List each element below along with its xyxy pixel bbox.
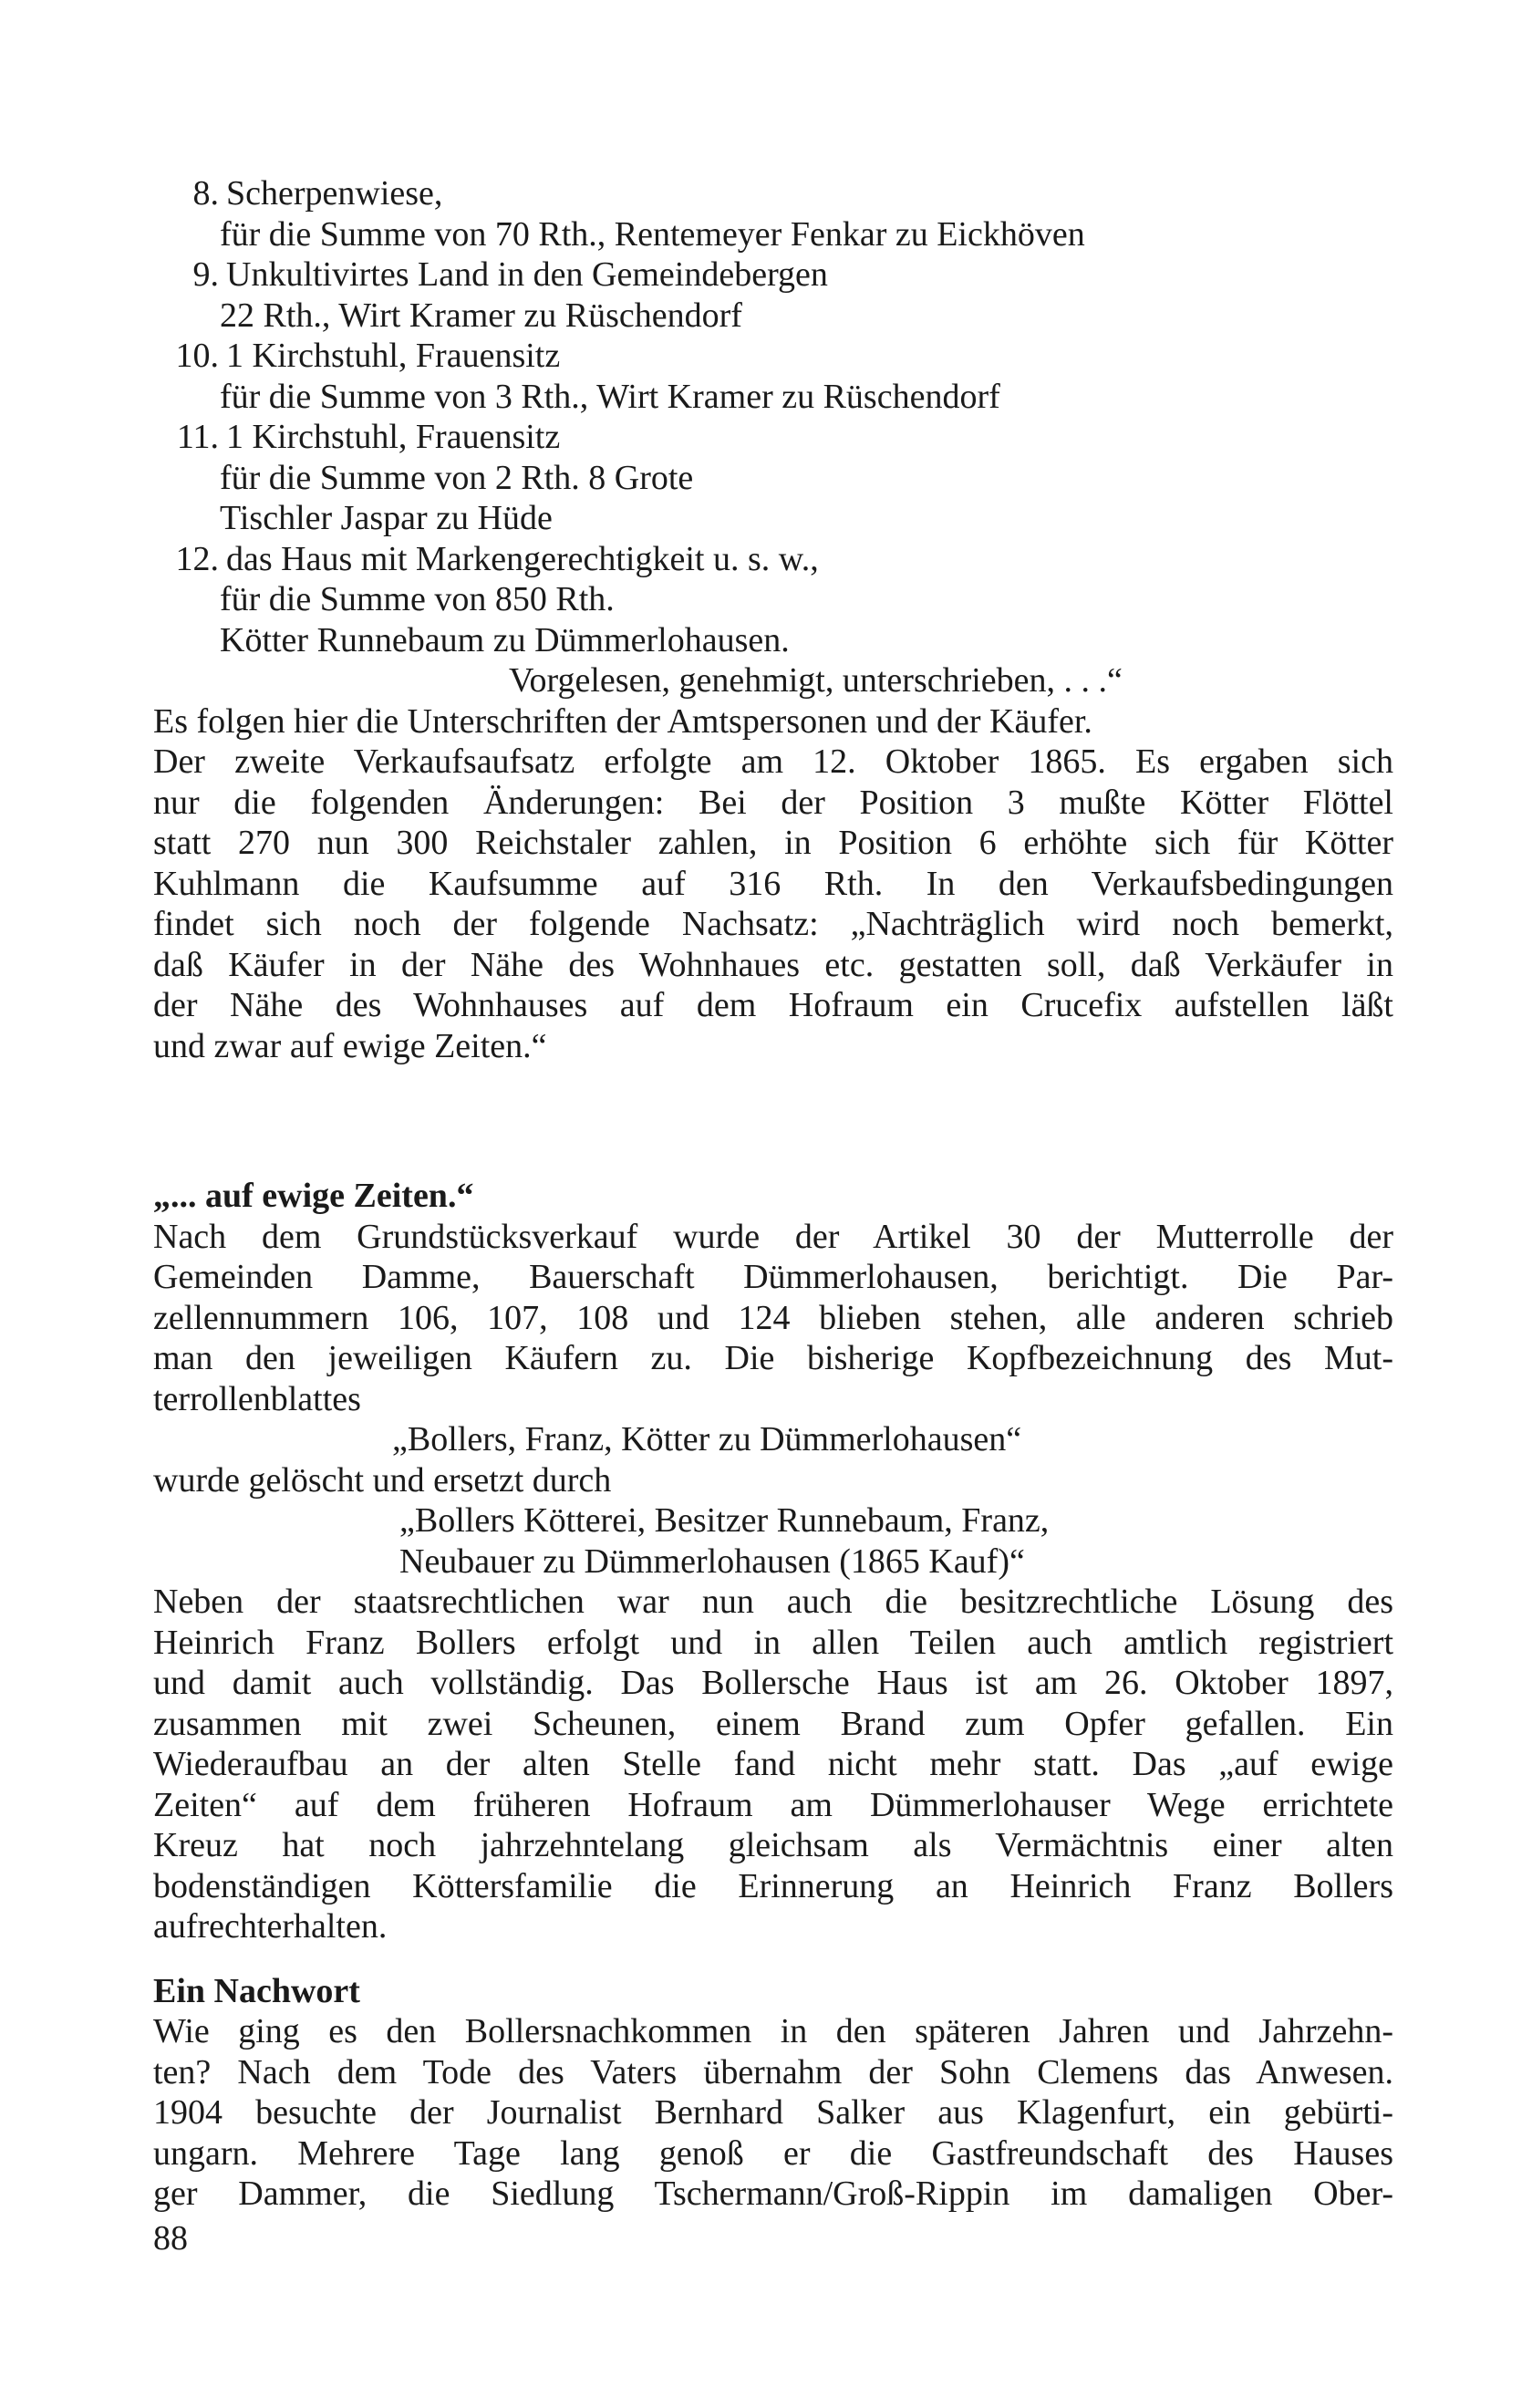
paragraph-line: ungarn. Mehrere Tage lang genoß er die Gastfreundschaft des Hauses <box>153 2133 1393 2173</box>
section-heading: Ein Nachwort <box>153 1971 360 2010</box>
list-line: für die Summe von 3 Rth., Wirt Kramer zu Rüschendorf <box>220 377 1000 416</box>
paragraph-line: 1904 besuchte der Journalist Bernhard Salker aus Klagenfurt, ein gebürti- <box>153 2093 1393 2132</box>
paragraph-line: Heinrich Franz Bollers erfolgt und in allen Teilen auch amtlich registriert <box>153 1623 1393 1662</box>
list-item <box>153 254 1393 336</box>
paragraph-line: ten? Nach dem Tode des Vaters übernahm der Sohn Clemens das Anwesen. <box>153 2052 1393 2091</box>
paragraph-line: der Nähe des Wohnhauses auf dem Hofraum ein Crucefix aufstellen läßt <box>153 986 1393 1024</box>
list-line: 22 Rth., Wirt Kramer zu Rüschendorf <box>220 296 742 335</box>
paragraph <box>153 1217 1393 1420</box>
paragraph-line: zusammen mit zwei Scheunen, einem Brand zum Opfer gefallen. Ein <box>153 1704 1393 1743</box>
paragraph-line: Es folgen hier die Unterschriften der Amtspersonen und der Käufer. <box>153 701 1092 741</box>
list-line: für die Summe von 70 Rth., Rentemeyer Fenkar zu Eickhöven <box>220 214 1085 254</box>
paragraph-line: Zeiten“ auf dem früheren Hofraum am Dümmerlohauser Wege errichtete <box>153 1785 1393 1824</box>
quoted-heading-new: „Bollers Kötterei, Besitzer Runnebaum, Franz, <box>399 1501 1050 1540</box>
list-number: 12. <box>175 539 219 578</box>
list-item <box>153 417 1393 539</box>
list-line: Tischler Jaspar zu Hüde <box>220 499 553 537</box>
paragraph-line: wurde gelöscht und ersetzt durch <box>153 1460 612 1500</box>
paragraph-line: Der zweite Verkaufsaufsatz erfolgte am 12. Oktober 1865. Es ergaben sich <box>153 742 1393 781</box>
paragraph-line: bodenständigen Köttersfamilie die Erinnerung an Heinrich Franz Bollers <box>153 1866 1393 1905</box>
list-number: 8. <box>192 174 219 213</box>
closing-quote: Vorgelesen, genehmigt, unterschrieben, . . .“ <box>509 661 1123 700</box>
quoted-heading-old: „Bollers, Franz, Kötter zu Dümmerlohausen“ <box>392 1420 1022 1458</box>
paragraph-line: Neben der staatsrechtlichen war nun auch die besitzrechtliche Lösung des <box>153 1583 1393 1621</box>
paragraph <box>153 701 1393 1067</box>
list-item <box>153 539 1393 661</box>
paragraph-line: terrollenblattes <box>153 1379 361 1418</box>
list-line: für die Summe von 2 Rth. 8 Grote <box>220 458 694 497</box>
paragraph-line: Wie ging es den Bollersnachkommen in den späteren Jahren und Jahrzehn- <box>153 2012 1393 2050</box>
paragraph-line: Gemeinden Damme, Bauerschaft Dümmerlohausen, berichtigt. Die Par- <box>153 1258 1393 1296</box>
numbered-list <box>153 173 1393 660</box>
section-heading: „... auf ewige Zeiten.“ <box>153 1177 474 1215</box>
paragraph-line: nur die folgenden Änderungen: Bei der Position 3 mußte Kötter Flöttel <box>153 783 1393 822</box>
paragraph-line: zellennummern 106, 107, 108 und 124 blieben stehen, alle anderen schrieb <box>153 1298 1393 1337</box>
list-number: 9. <box>192 255 219 294</box>
list-line: 1 Kirchstuhl, Frauensitz <box>226 337 561 375</box>
list-number: 10. <box>175 337 219 375</box>
paragraph-line: Kreuz hat noch jahrzehntelang gleichsam als Vermächtnis einer alten <box>153 1826 1393 1864</box>
paragraph-line: ger Dammer, die Siedlung Tschermann/Groß-Rippin im damaligen Ober- <box>153 2174 1393 2213</box>
list-line: Kötter Runnebaum zu Dümmerlohausen. <box>220 620 790 659</box>
paragraph-line: Wiederaufbau an der alten Stelle fand nicht mehr statt. Das „auf ewige <box>153 1745 1393 1783</box>
list-line: 1 Kirchstuhl, Frauensitz <box>226 418 561 456</box>
list-line: Unkultivirtes Land in den Gemeindebergen <box>226 255 828 294</box>
list-item <box>153 173 1393 254</box>
list-line: Scherpenwiese, <box>226 174 443 213</box>
list-line: für die Summe von 850 Rth. <box>220 580 615 618</box>
paragraph <box>153 1582 1393 1947</box>
paragraph-line: findet sich noch der folgende Nachsatz: „Nachträglich wird noch bemerkt, <box>153 905 1393 943</box>
paragraph-line: statt 270 nun 300 Reichstaler zahlen, in Position 6 erhöhte sich für Kötter <box>153 824 1393 862</box>
list-line: das Haus mit Markengerechtigkeit u. s. w., <box>226 539 819 578</box>
paragraph <box>153 2011 1393 2215</box>
list-number: 11. <box>176 418 219 456</box>
paragraph-line: man den jeweiligen Käufern zu. Die bisherige Kopfbezeichnung des Mut- <box>153 1339 1393 1377</box>
paragraph-line: Kuhlmann die Kaufsumme auf 316 Rth. In den Verkaufsbedingungen <box>153 864 1393 903</box>
paragraph-line: Nach dem Grundstücksverkauf wurde der Artikel 30 der Mutterrolle der <box>153 1217 1393 1256</box>
paragraph-line: daß Käufer in der Nähe des Wohnhaues etc. gestatten soll, daß Verkäufer in <box>153 945 1393 984</box>
paragraph-line: und damit auch vollständig. Das Bollersche Haus ist am 26. Oktober 1897, <box>153 1664 1393 1702</box>
quoted-heading-new: Neubauer zu Dümmerlohausen (1865 Kauf)“ <box>399 1541 1025 1581</box>
list-item <box>153 336 1393 417</box>
paragraph-line: aufrechterhalten. <box>153 1907 388 1946</box>
paragraph-line: und zwar auf ewige Zeiten.“ <box>153 1026 547 1065</box>
page-body <box>153 173 1393 2215</box>
page-number: 88 <box>153 2219 188 2258</box>
